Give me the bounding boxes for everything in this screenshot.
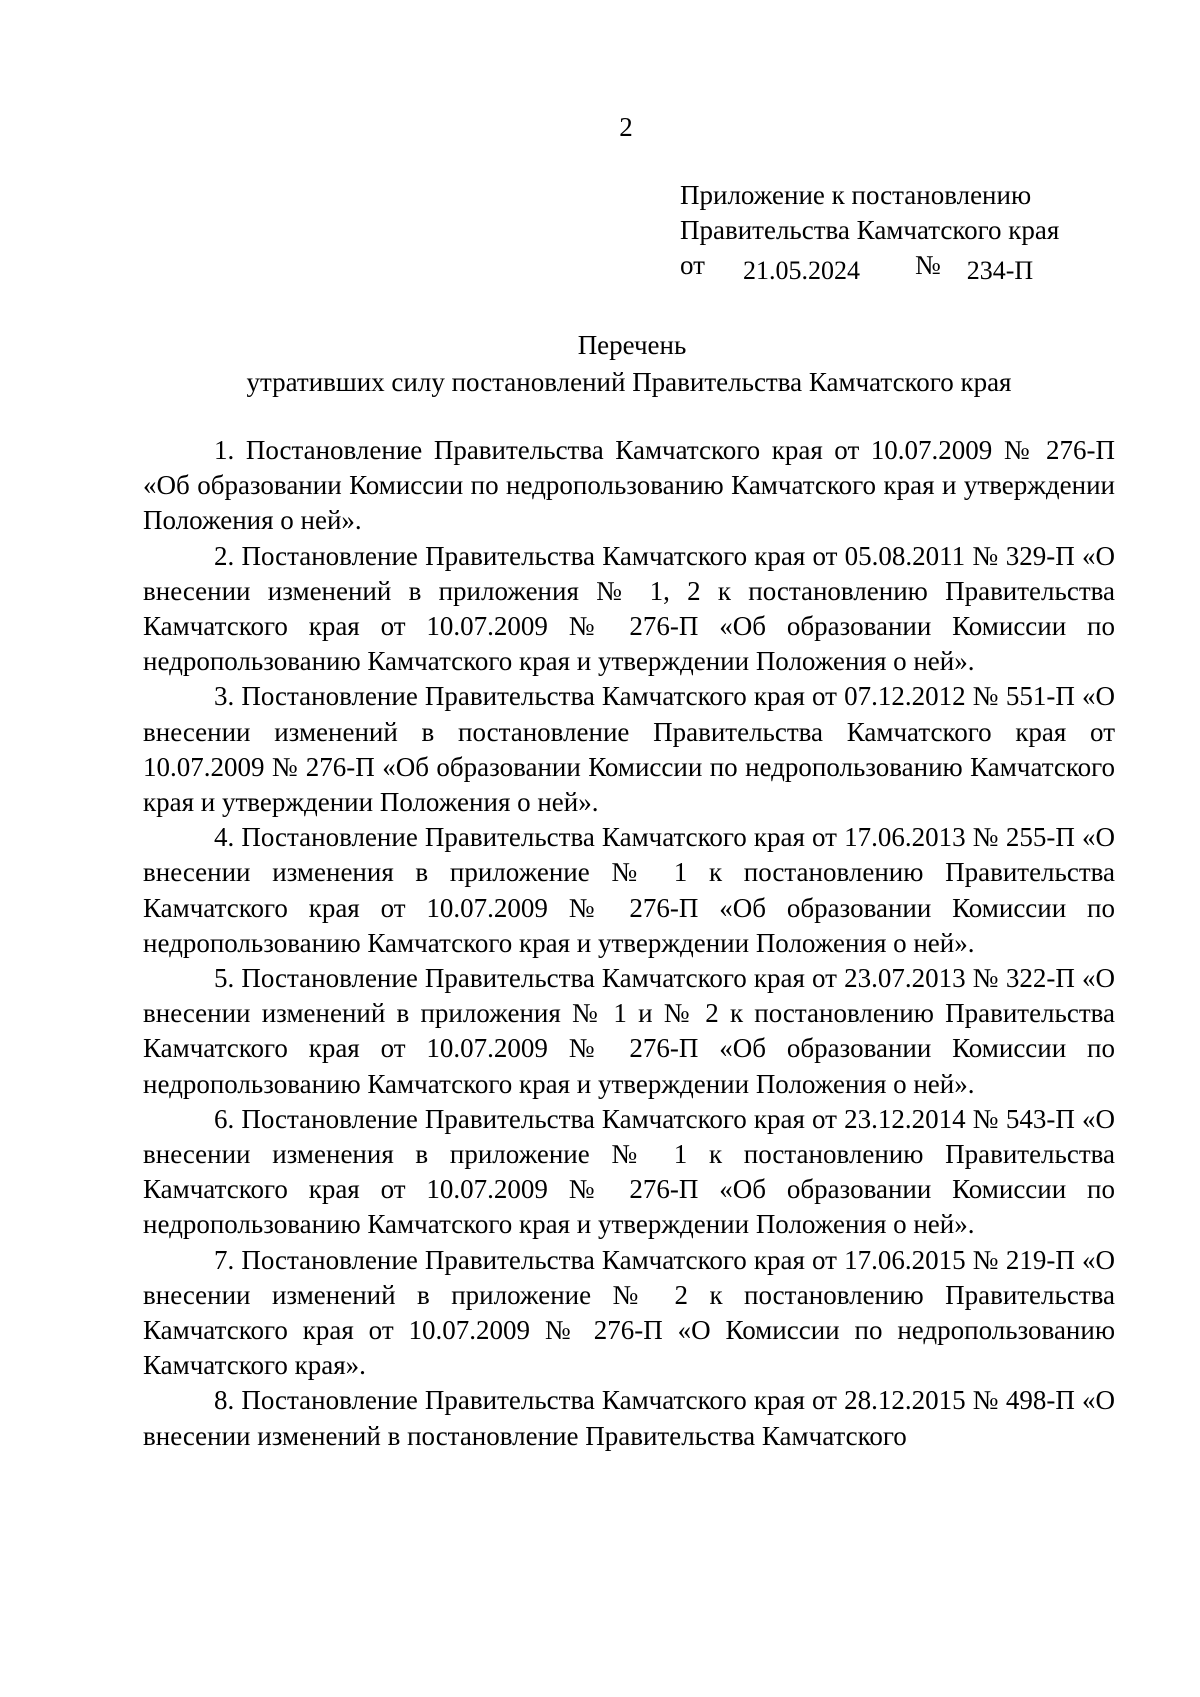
appendix-line-3 bbox=[680, 248, 1059, 283]
appendix-from-label: от bbox=[680, 250, 705, 280]
appendix-number: 234-П bbox=[966, 256, 1034, 285]
list-item: 3. Постановление Правительства Камчатского края от 07.12.2012 № 551-П «О внесении изменений в постановление Правительства Камчатского края от 10.07.2009 № 276-П «Об образовании Комиссии по недропользованию Камчатского края и утверждении Положения о ней». bbox=[143, 681, 1115, 818]
appendix-number-sign: № bbox=[914, 250, 941, 280]
appendix-line-2: Правительства Камчатского края bbox=[680, 215, 1060, 245]
document-title: Перечень bbox=[577, 330, 687, 360]
list-item: 5. Постановление Правительства Камчатского края от 23.07.2013 № 322-П «О внесении изменений в приложения № 1 и № 2 к постановлению Правительства Камчатского края от 10.07.2009 № 276-П «Об образовании Комиссии по недропользованию Камчатского края и утверждении Положения о ней». bbox=[143, 963, 1115, 1099]
document-subtitle: утративших силу постановлений Правительства Камчатского края bbox=[246, 367, 1012, 397]
appendix-header bbox=[680, 178, 1059, 283]
page-number: 2 bbox=[619, 112, 633, 142]
list-item: 7. Постановление Правительства Камчатского края от 17.06.2015 № 219-П «О внесении изменений в приложение № 2 к постановлению Правительства Камчатского края от 10.07.2009 № 276-П «О Комиссии по недропользованию Камчатского края». bbox=[143, 1244, 1115, 1381]
resolutions-list bbox=[143, 433, 1115, 1454]
list-item: 6. Постановление Правительства Камчатского края от 23.12.2014 № 543-П «О внесении изменения в приложение № 1 к постановлению Правительства Камчатского края от 10.07.2009 № 276-П «Об образовании Комиссии по недропользованию Камчатского края и утверждении Положения о ней». bbox=[143, 1103, 1115, 1240]
list-item: 8. Постановление Правительства Камчатского края от 28.12.2015 № 498-П «О внесении изменений в постановление Правительства Камчатского bbox=[143, 1385, 1115, 1451]
appendix-date: 21.05.2024 bbox=[742, 256, 860, 285]
list-item: 4. Постановление Правительства Камчатского края от 17.06.2013 № 255-П «О внесении изменения в приложение № 1 к постановлению Правительства Камчатского края от 10.07.2009 № 276-П «Об образовании Комиссии по недропользованию Камчатского края и утверждении Положения о ней». bbox=[143, 822, 1115, 958]
list-item: 2. Постановление Правительства Камчатского края от 05.08.2011 № 329-П «О внесении изменений в приложения № 1, 2 к постановлению Правительства Камчатского края от 10.07.2009 № 276-П «Об образовании Комиссии по недропользованию Камчатского края и утверждении Положения о ней». bbox=[143, 540, 1115, 677]
appendix-line-1: Приложение к постановлению bbox=[680, 180, 1032, 210]
list-item: 1. Постановление Правительства Камчатского края от 10.07.2009 № 276-П «Об образовании Комиссии по недропользованию Камчатского края и утверждении Положения о ней». bbox=[143, 435, 1115, 536]
